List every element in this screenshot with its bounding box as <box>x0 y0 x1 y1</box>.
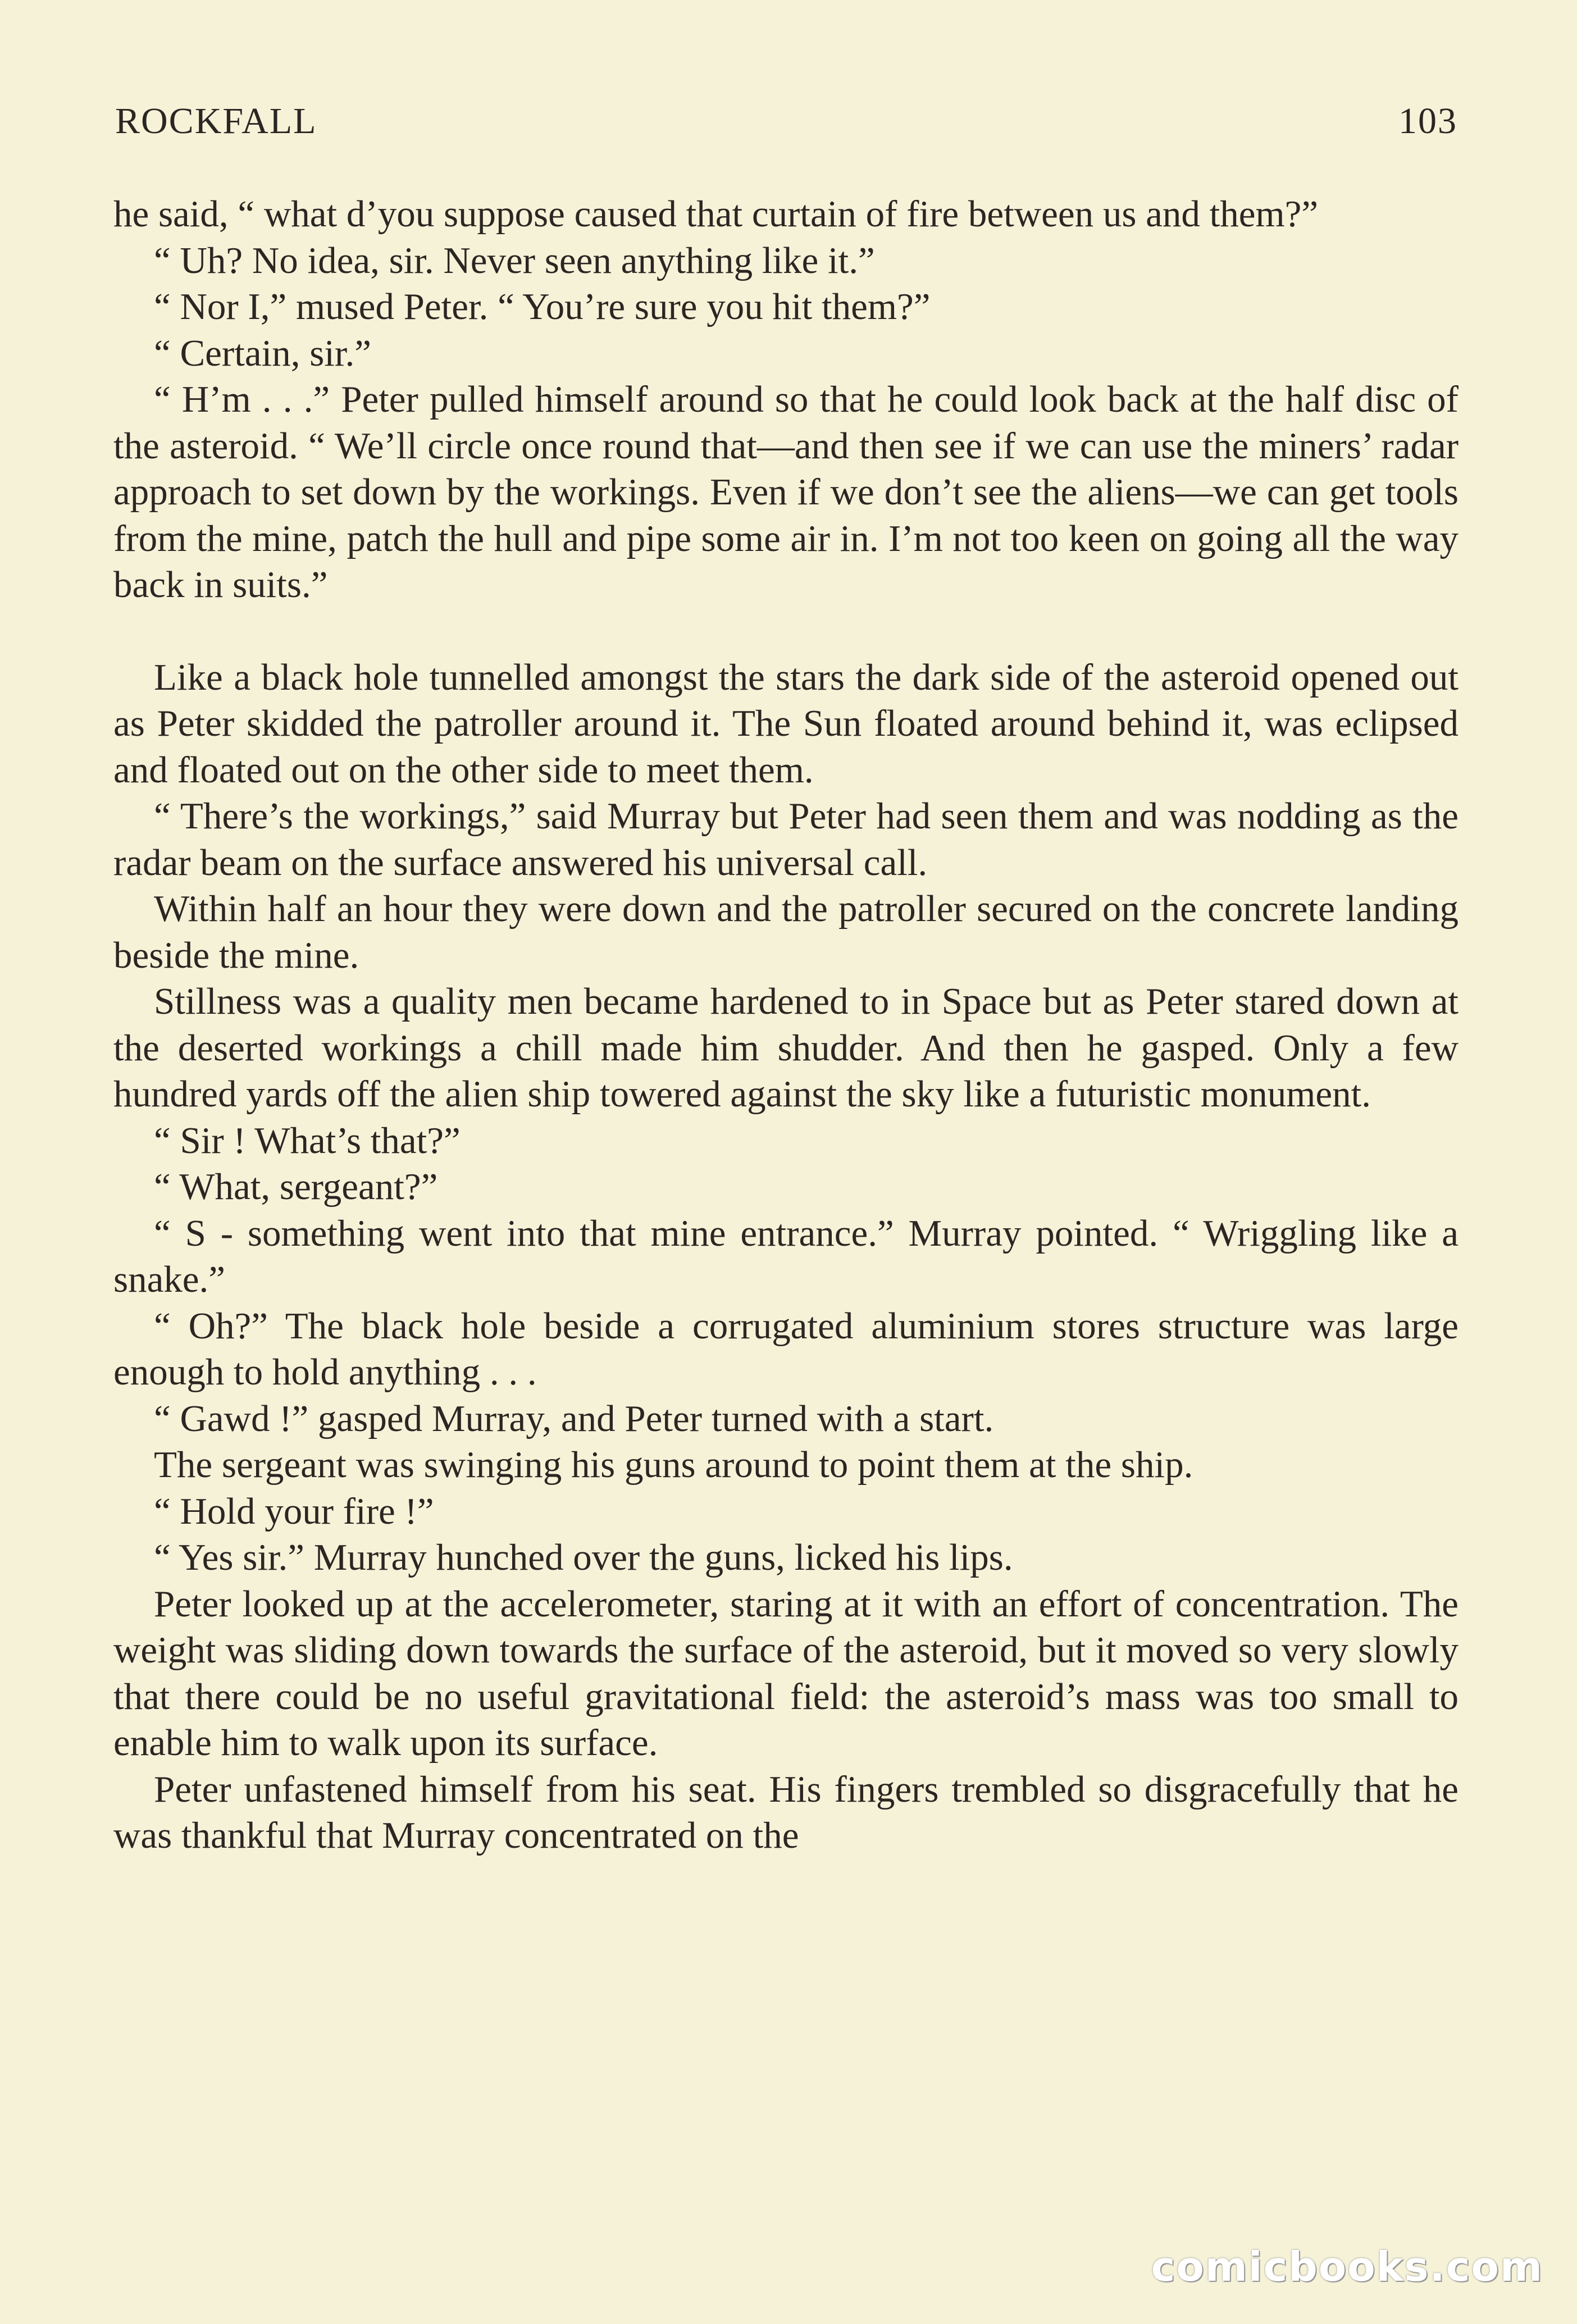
page-number: 103 <box>1398 101 1457 142</box>
watermark: comicbooks.com <box>1151 2243 1543 2290</box>
paragraph: “ Uh? No idea, sir. Never seen anything like it.” <box>154 239 875 281</box>
paragraph: Stillness was a quality men became hardened to in Space but as Peter stared down at the deserted workings a chill made him shudder. And then he gasped. Only a few hundred yards off the alien ship towered against the sky like a futuristic monument. <box>113 981 1459 1115</box>
paragraph: “ Certain, sir.” <box>154 332 371 374</box>
paragraph: “ H’m . . .” Peter pulled himself around so that he could look back at the half disc of the asteroid. “ We’ll circle once round that—and then see if we can use the miners’ radar approach to set down by the workings. Even if we don’t see the aliens—we can get tools from the mine, patch the hull and pipe some air in. I’m not too keen on going all the way back in suits.” <box>113 379 1459 605</box>
paragraph: “ Hold your fire !” <box>154 1490 434 1532</box>
paragraph: “ There’s the workings,” said Murray but Peter had seen them and was nodding as the radar beam on the surface answered his universal call. <box>113 795 1459 883</box>
paragraph: The sergeant was swinging his guns around to point them at the ship. <box>154 1444 1193 1485</box>
paragraph: “ S - something went into that mine entrance.” Murray pointed. “ Wriggling like a snake.” <box>113 1212 1459 1300</box>
paragraph: he said, “ what d’you suppose caused that curtain of fire between us and them?” <box>113 193 1319 235</box>
paragraph: “ Nor I,” mused Peter. “ You’re sure you hit them?” <box>154 286 931 327</box>
paragraph: “ Yes sir.” Murray hunched over the guns, licked his lips. <box>154 1537 1013 1578</box>
paragraph: Peter unfastened himself from his seat. His fingers trembled so disgracefully that he was thankful that Murray concentrated on the <box>113 1768 1459 1856</box>
paragraph: Within half an hour they were down and the patroller secured on the concrete landing beside the mine. <box>113 888 1459 976</box>
body-text <box>113 191 1459 1859</box>
paragraph: “ What, sergeant?” <box>154 1166 438 1207</box>
paragraph: “ Oh?” The black hole beside a corrugated aluminium stores structure was large enough to hold anything . . . <box>113 1305 1459 1393</box>
paragraph: “ Gawd !” gasped Murray, and Peter turned with a start. <box>154 1397 994 1439</box>
paragraph: Peter looked up at the accelerometer, staring at it with an effort of concentration. The weight was sliding down towards the surface of the asteroid, but it moved so very slowly that there could be no useful gravitational field: the asteroid’s mass was too small to enable him to walk upon its surface. <box>113 1583 1459 1763</box>
running-title: ROCKFALL <box>115 101 317 142</box>
paragraph: Like a black hole tunnelled amongst the stars the dark side of the asteroid opened out as Peter skidded the patroller around it. The Sun floated around behind it, was eclipsed and floated out on the other side to meet them. <box>113 656 1459 791</box>
running-head <box>115 100 1457 151</box>
paragraph: “ Sir ! What’s that?” <box>154 1119 461 1161</box>
